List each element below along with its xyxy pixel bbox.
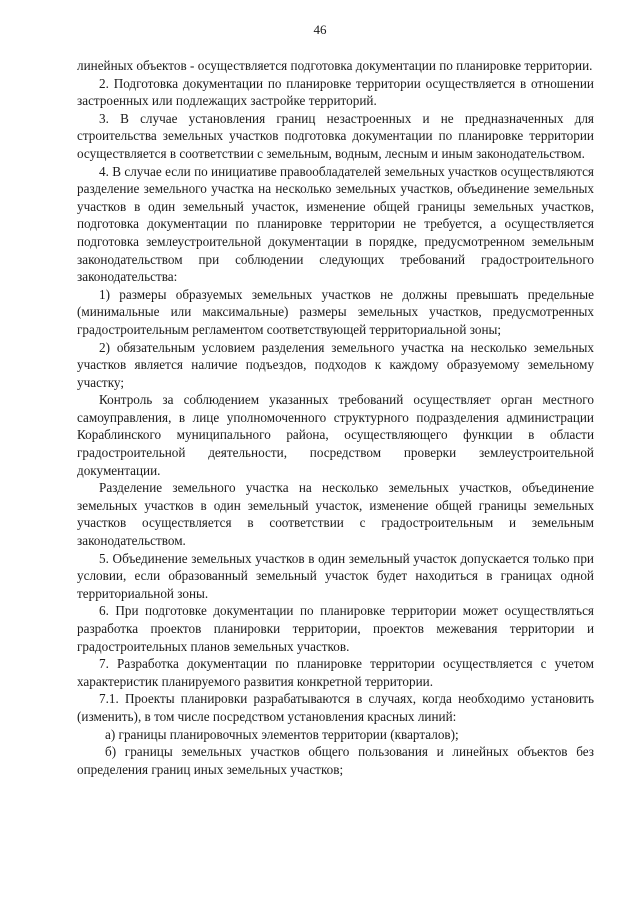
paragraph-item-7-1: 7.1. Проекты планировки разрабатываются в случаях, когда необходимо установить (изменить), в том числе посредством установления красных линий: — [77, 691, 594, 724]
paragraph-continuation: линейных объектов - осуществляется подготовка документации по планировке территории. — [77, 58, 593, 73]
paragraph-subitem-1: 1) размеры образуемых земельных участков не должны превышать предельные (минимальные или максимальные) размеры земельных участков, предусмотренных градостроительным регламентом соответствующей территориальной зоны; — [77, 286, 594, 337]
paragraph-control: Контроль за соблюдением указанных требований осуществляет орган местного самоуправления, в лице уполномоченного структурного подразделения администрации Кораблинского муниципального района, осуществляющего функции в области градостроительной деятельности, посредством проверки землеустроительной документации. — [77, 392, 594, 478]
paragraph-subitem-a: а) границы планировочных элементов территории (кварталов); — [105, 726, 459, 742]
paragraph-item-4: 4. В случае если по инициативе правообладателей земельных участков осуществляются разделение земельного участка на несколько земельных участков, объединение земельных участков в один земельный участок, изменение общей границы земельных участков, подготовка документации по планировке территории не требуется, а осуществляется подготовка землеустроительной документации в порядке, предусмотренном земельным законодательством при соблюдении следующих требований градостроительного законодательства: — [77, 163, 594, 285]
document-body — [77, 57, 594, 778]
paragraph-division: Разделение земельного участка на несколько земельных участков, объединение земельных участков в один земельный участок, изменение общей границы земельных участков осуществляется в соответствии с градостроительным и земельным законодательством. — [77, 480, 594, 549]
paragraph-item-5: 5. Объединение земельных участков в один земельный участок допускается только при условии, если образованный земельный участок будет находиться в границах одной территориальной зоны. — [77, 550, 594, 601]
paragraph-item-6: 6. При подготовке документации по планировке территории может осуществляться разработка проектов планировки территории, проектов межевания территории и градостроительных планов земельных участков. — [77, 603, 594, 654]
page-number: 46 — [313, 22, 327, 37]
paragraph-item-2: 2. Подготовка документации по планировке территории осуществляется в отношении застроенных или подлежащих застройке территорий. — [77, 75, 594, 109]
paragraph-item-7: 7. Разработка документации по планировке территории осуществляется с учетом характеристик планируемого развития конкретной территории. — [77, 656, 594, 689]
paragraph-subitem-2: 2) обязательным условием разделения земельного участка на несколько земельных участков является наличие подъездов, подходов к каждому образуемому земельному участку; — [77, 339, 594, 390]
paragraph-subitem-b: б) границы земельных участков общего пользования и линейных объектов без определения границ иных земельных участков; — [77, 744, 594, 777]
paragraph-item-3: 3. В случае установления границ незастроенных и не предназначенных для строительства земельных участков подготовка документации по планировке территории осуществляется в соответствии с земельным, водным, лесным и иным законодательством. — [77, 110, 594, 161]
